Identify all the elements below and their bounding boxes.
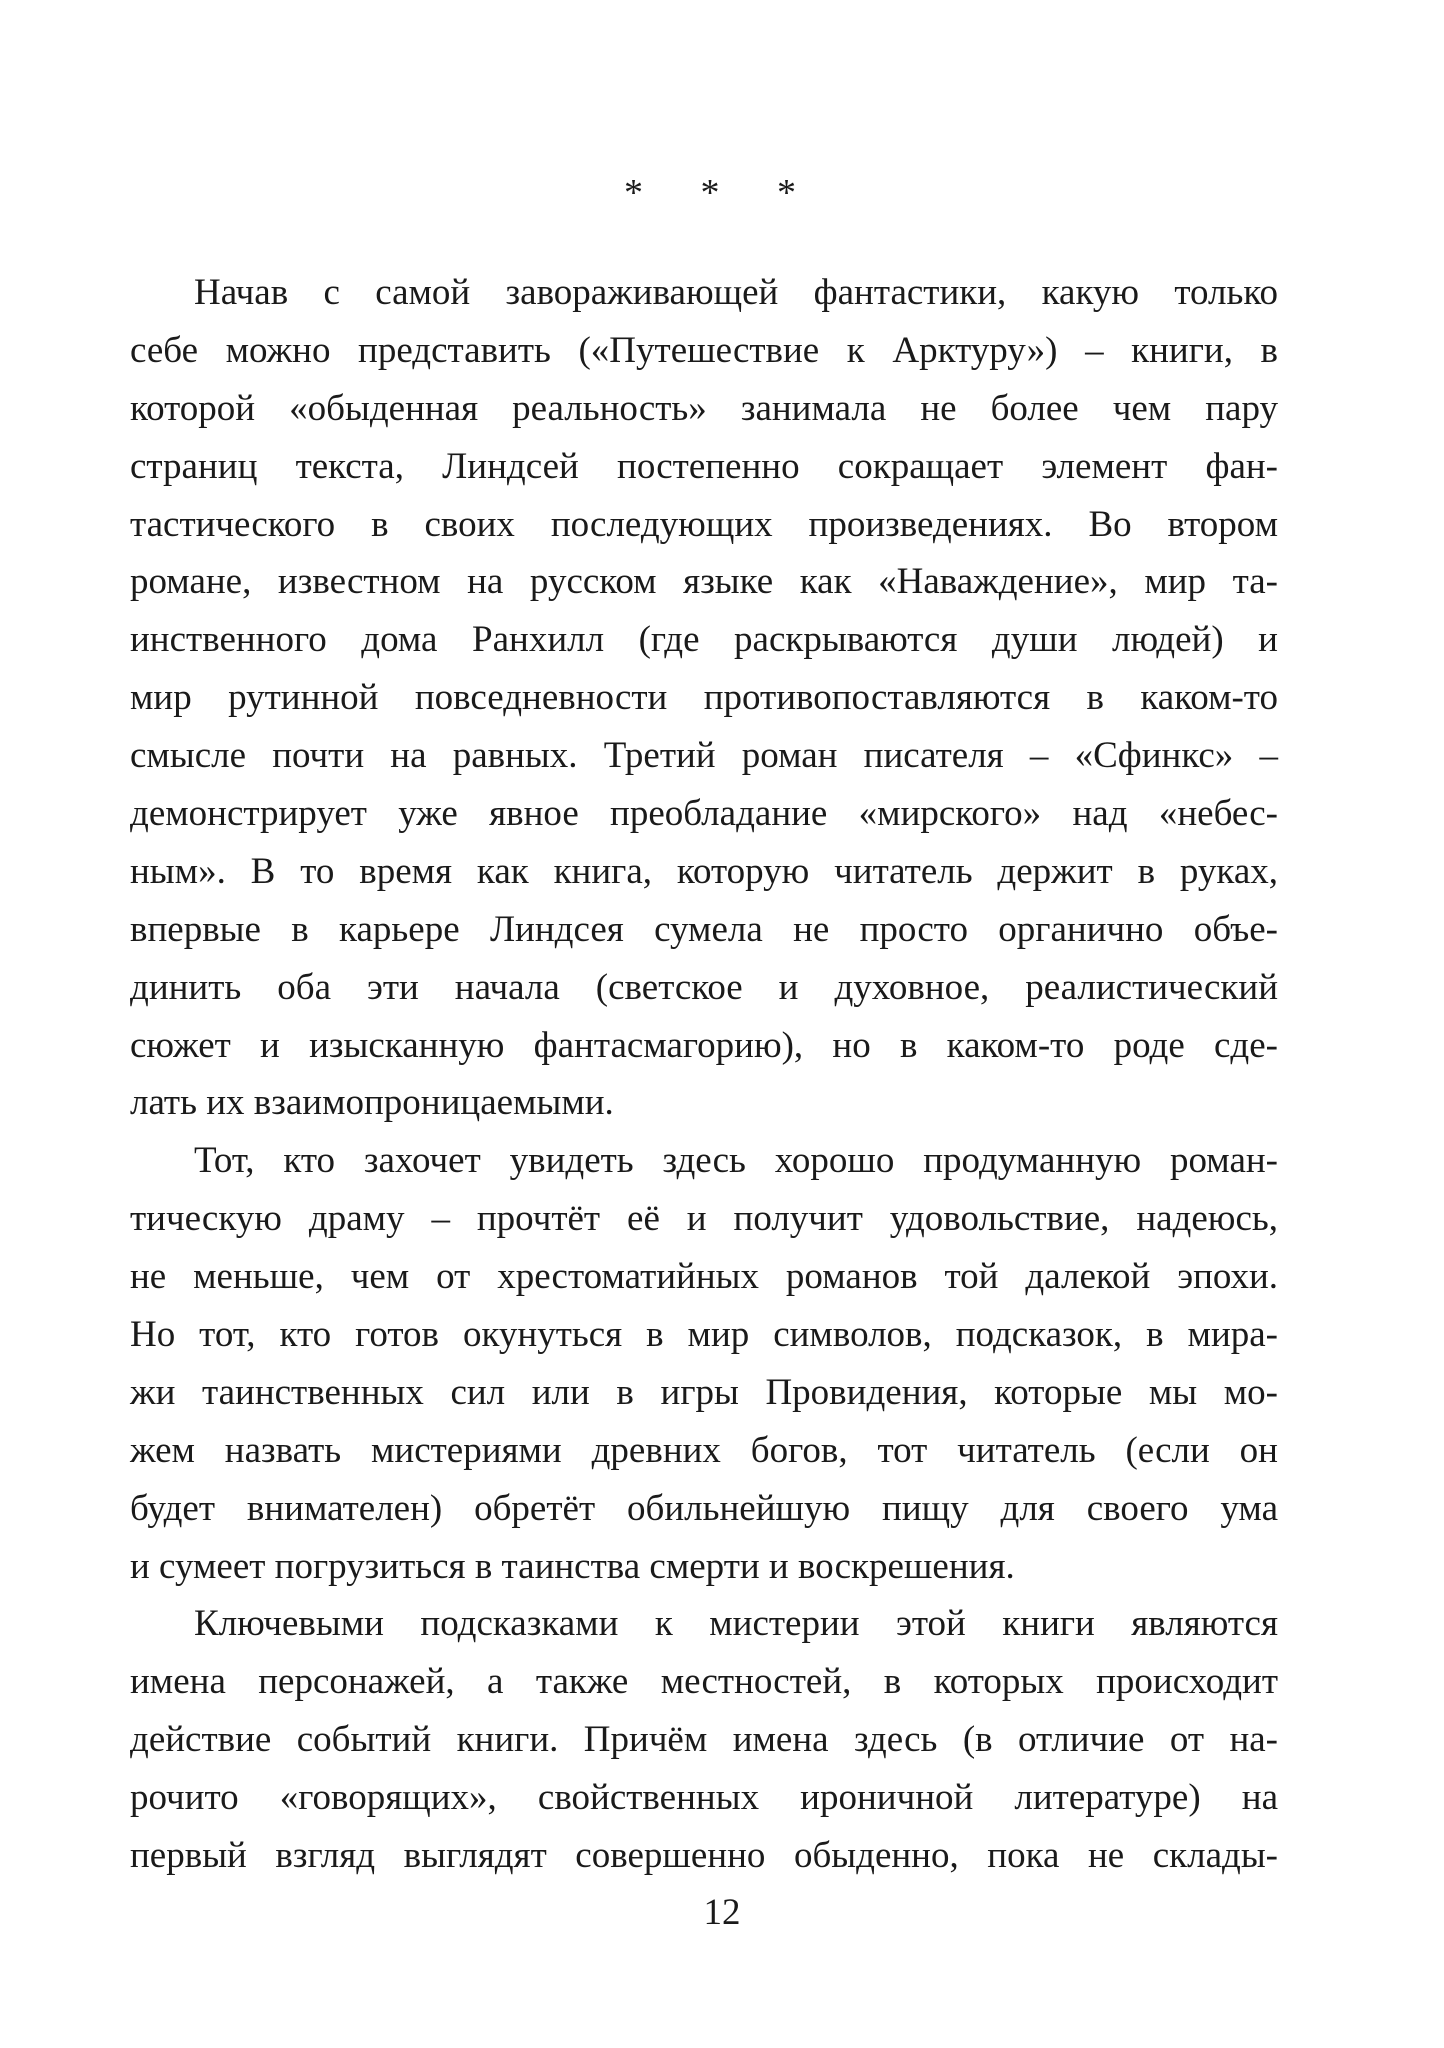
text-line: динить оба эти начала (светское и духовное, реалистический [130, 966, 1278, 1008]
section-separator: * * * [624, 172, 820, 214]
paragraph [130, 264, 1278, 1132]
text-line: себе можно представить («Путешествие к Арктуру») – книги, в [130, 329, 1278, 371]
text-line: будет внимателен) обретёт обильнейшую пищу для своего ума [130, 1487, 1278, 1529]
text-line: не меньше, чем от хрестоматийных романов той далекой эпохи. [130, 1256, 1278, 1298]
text-line: жем назвать мистериями древних богов, тот читатель (если он [130, 1429, 1278, 1471]
body-text [130, 264, 1278, 1885]
text-line: страниц текста, Линдсей постепенно сокращает элемент фан- [130, 445, 1278, 487]
text-line: смысле почти на равных. Третий роман писателя – «Сфинкс» – [130, 735, 1278, 777]
text-line: первый взгляд выглядят совершенно обыденно, пока не склады- [130, 1835, 1278, 1877]
text-line: жи таинственных сил или в игры Провидения, которые мы мо- [130, 1371, 1278, 1413]
paragraph [130, 1132, 1278, 1595]
text-line: Но тот, кто готов окунуться в мир символов, подсказок, в мира- [130, 1314, 1278, 1356]
text-line: рочито «говорящих», свойственных ироничной литературе) на [130, 1777, 1278, 1819]
text-line: мир рутинной повседневности противопоставляются в каком-то [130, 677, 1278, 719]
text-line: инственного дома Ранхилл (где раскрываются души людей) и [130, 619, 1278, 661]
text-line: Ключевыми подсказками к мистерии этой книги являются [194, 1603, 1278, 1645]
paragraph [130, 1595, 1278, 1884]
text-line: демонстрирует уже явное преобладание «мирского» над «небес- [130, 793, 1278, 835]
text-line: и сумеет погрузиться в таинства смерти и воскрешения. [130, 1545, 1015, 1587]
text-line: впервые в карьере Линдсея сумела не просто органично объе- [130, 908, 1278, 950]
text-line: романе, известном на русском языке как «Наваждение», мир та- [130, 561, 1278, 603]
text-line: Тот, кто захочет увидеть здесь хорошо продуманную роман- [194, 1140, 1278, 1182]
text-line: сюжет и изысканную фантасмагорию), но в каком-то роде сде- [130, 1024, 1278, 1066]
text-line: Начав с самой завораживающей фантастики, какую только [194, 272, 1278, 313]
text-line: лать их взаимопроницаемыми. [130, 1082, 614, 1124]
page-number: 12 [703, 1892, 741, 1933]
text-line: имена персонажей, а также местностей, в которых происходит [130, 1661, 1278, 1703]
text-line: тическую драму – прочтёт её и получит удовольствие, надеюсь, [130, 1198, 1278, 1240]
text-line: которой «обыденная реальность» занимала не более чем пару [130, 387, 1278, 429]
text-line: ным». В то время как книга, которую читатель держит в руках, [130, 850, 1278, 892]
text-line: тастического в своих последующих произведениях. Во втором [130, 503, 1278, 545]
text-line: действие событий книги. Причём имена здесь (в отличие от на- [130, 1719, 1278, 1761]
